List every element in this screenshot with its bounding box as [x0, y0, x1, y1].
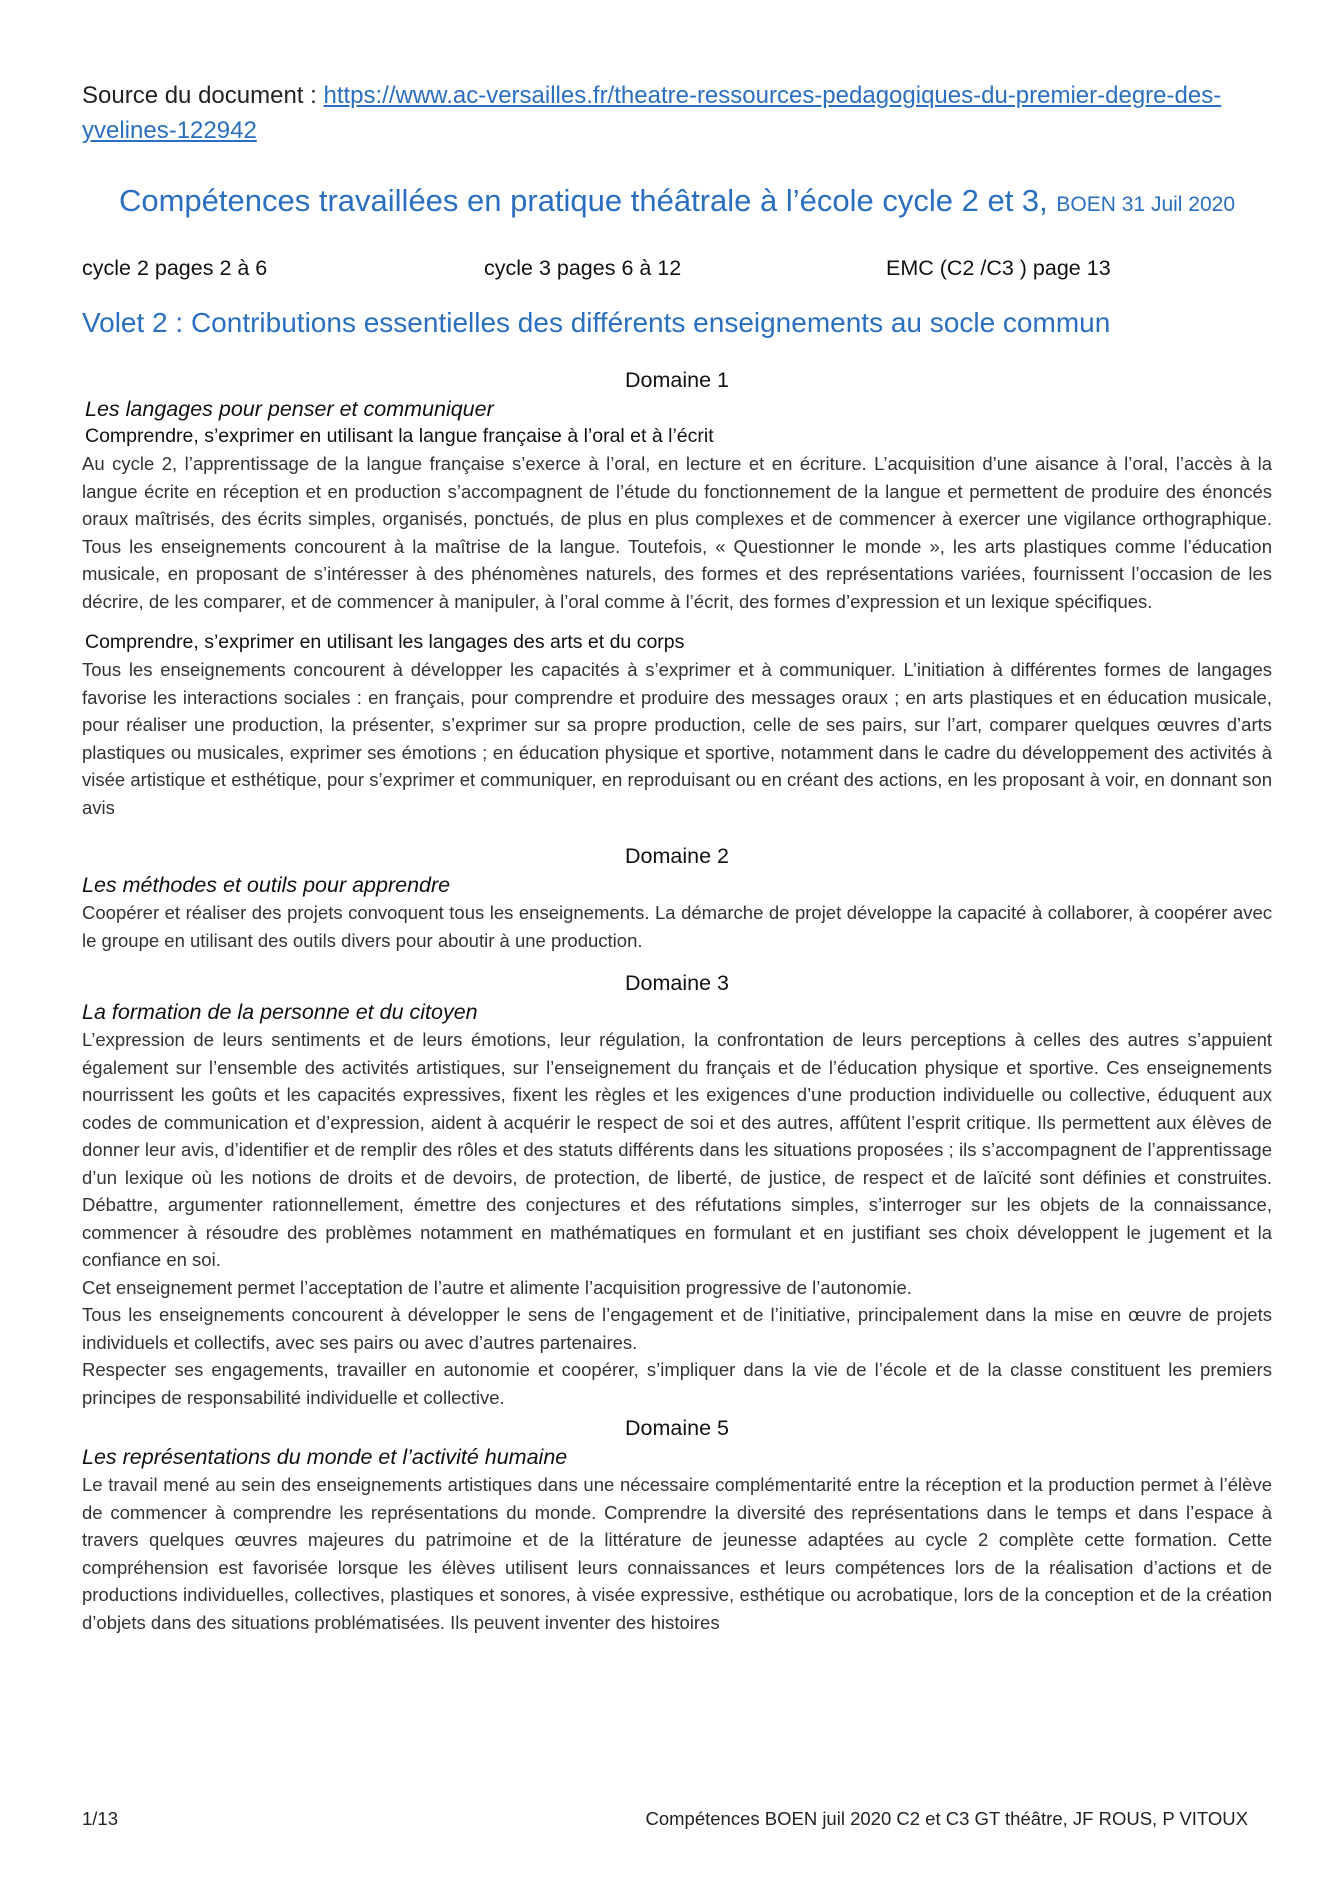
domaine-2-heading: Domaine 2 [625, 844, 729, 868]
volet-heading: Volet 2 : Contributions essentielles des différents enseignements au socle commun [82, 307, 1111, 338]
footer-credits: Compétences BOEN juil 2020 C2 et C3 GT théâtre, JF ROUS, P VITOUX [645, 1808, 1248, 1829]
cycle-pages-row [82, 253, 1272, 283]
domaine-2-title: Les méthodes et outils pour apprendre [82, 873, 451, 897]
document-page [82, 78, 1272, 1636]
domaine-1-paragraph-2: Tous les enseignements concourent à développer les capacités à s’exprimer et à communiquer. L’initiation à différentes formes de langages favorise les interactions sociales : en français, pour comprendre et produire des messages oraux ; en arts plastiques et en éducation musicale, pour réaliser une production, la présenter, s’exprimer sur sa propre production, celle de ses pairs, sur l’art, comparer quelques œuvres d’arts plastiques ou musicales, exprimer ses émotions ; en éducation physique et sportive, notamment dans le cadre du développement des activités à visée artistique et esthétique, pour s’exprimer et communiquer, en reproduisant ou en créant des actions, en les proposant à voir, en donnant son avis [82, 659, 1272, 818]
domaine-5-heading: Domaine 5 [625, 1416, 729, 1440]
domaine-3-heading: Domaine 3 [625, 971, 729, 995]
page-title [82, 181, 1272, 225]
cycle3-pages: cycle 3 pages 6 à 12 [484, 256, 682, 280]
domaine-2-paragraph-1: Coopérer et réaliser des projets convoquent tous les enseignements. La démarche de projet développe la capacité à collaborer, à coopérer avec le groupe en utilisant des outils divers pour aboutir à une production. [82, 902, 1272, 951]
domaine-5-title: Les représentations du monde et l’activité humaine [82, 1445, 568, 1469]
source-line [82, 78, 1272, 148]
domaine-3-paragraph-2: Cet enseignement permet l’acceptation de l’autre et alimente l’acquisition progressive de l’autonomie. [82, 1276, 912, 1298]
domaine-5-paragraph-1: Le travail mené au sein des enseignements artistiques dans une nécessaire complémentarité entre la réception et la production permet à l’élève de commencer à comprendre les représentations du monde. Comprendre la diversité des représentations dans le temps et dans l’espace à travers quelques œuvres majeures du patrimoine et de la littérature de jeunesse adaptées au cycle 2 complète cette formation. Cette compréhension est favorisée lorsque les élèves utilisent leurs connaissances et leurs compétences lors de la réalisation d’actions et de productions individuelles, collectives, plastiques et sonores, à visée expressive, esthétique ou acrobatique, lors de la conception et de la création d’objets dans des situations problématisées. Ils peuvent inventer des histoires [82, 1474, 1272, 1633]
domaine-3-paragraph-1: L’expression de leurs sentiments et de leurs émotions, leur régulation, la confrontation de leurs perceptions à celles des autres s’appuient également sur l’ensemble des activités artistiques, sur l’enseignement du français et de l’éducation physique et sportive. Ces enseignements nourrissent les goûts et les capacités expressives, fixent les règles et les exigences d’une production individuelle ou collective, éduquent aux codes de communication et d’expression, aident à acquérir le respect de soi et des autres, affûtent l’esprit critique. Ils permettent aux élèves de donner leur avis, d’identifier et de remplir des rôles et des statuts différents dans les situations proposées ; ils s’accompagnent de l’apprentissage d’un lexique où les notions de droits et de devoirs, de protection, de liberté, de justice, de respect et de laïcité sont définies et construites. Débattre, argumenter rationnellement, émettre des conjectures et des réfutations simples, s’interroger sur les objets de la connaissance, commencer à résoudre des problèmes notamment en mathématiques en formulant et en justifiant ses choix développent le jugement et la confiance en soi. [82, 1029, 1272, 1270]
domaine-1-subheading-1: Comprendre, s’exprimer en utilisant la langue française à l’oral et à l’écrit [85, 425, 714, 447]
domaine-1-paragraph-1: Au cycle 2, l’apprentissage de la langue française s’exerce à l’oral, en lecture et en écriture. L’acquisition d’une aisance à l’oral, l’accès à la langue écrite en réception et en production s’accompagnent de l’étude du fonctionnement de la langue et permettent de produire des énoncés oraux maîtrisés, des écrits simples, organisés, ponctués, de plus en plus complexes et de commencer à exercer une vigilance orthographique. Tous les enseignements concourent à la maîtrise de la langue. Toutefois, « Questionner le monde », les arts plastiques comme l’éducation musicale, en proposant de s’intéresser à des phénomènes naturels, des formes et des représentations variées, fournissent l’occasion de les décrire, de les comparer, et de commencer à manipuler, à l’oral comme à l’écrit, des formes d’expression et un lexique spécifiques. [82, 453, 1272, 612]
title-main: Compétences travaillées en pratique théâtrale à l’école cycle 2 et 3, [118, 183, 1057, 218]
source-label: Source du document : [82, 82, 324, 109]
emc-pages: EMC (C2 /C3 ) page 13 [886, 256, 1111, 280]
domaine-1-subheading-2: Comprendre, s’exprimer en utilisant les langages des arts et du corps [85, 631, 685, 653]
domaine-3-paragraph-4: Respecter ses engagements, travailler en autonomie et coopérer, s’impliquer dans la vie de l’école et de la classe constituent les premiers principes de responsabilité individuelle et collective. [82, 1359, 1272, 1408]
title-boen: BOEN 31 Juil 2020 [1056, 193, 1236, 216]
page-number: 1/13 [82, 1808, 119, 1829]
domaine-1-title: Les langages pour penser et communiquer [85, 397, 494, 421]
domaine-3-title: La formation de la personne et du citoyen [82, 1000, 478, 1024]
cycle2-pages: cycle 2 pages 2 à 6 [82, 256, 268, 280]
domaine-3-paragraph-3: Tous les enseignements concourent à développer le sens de l’engagement et de l’initiative, principalement dans la mise en œuvre de projets individuels et collectifs, avec ses pairs ou avec d’autres partenaires. [82, 1304, 1272, 1353]
source-link[interactable]: https://www.ac-versailles.fr/theatre-ressources-pedagogiques-du-premier-degre-des-yvelines-122942 [82, 82, 1222, 144]
domaine-1-heading: Domaine 1 [625, 368, 729, 392]
